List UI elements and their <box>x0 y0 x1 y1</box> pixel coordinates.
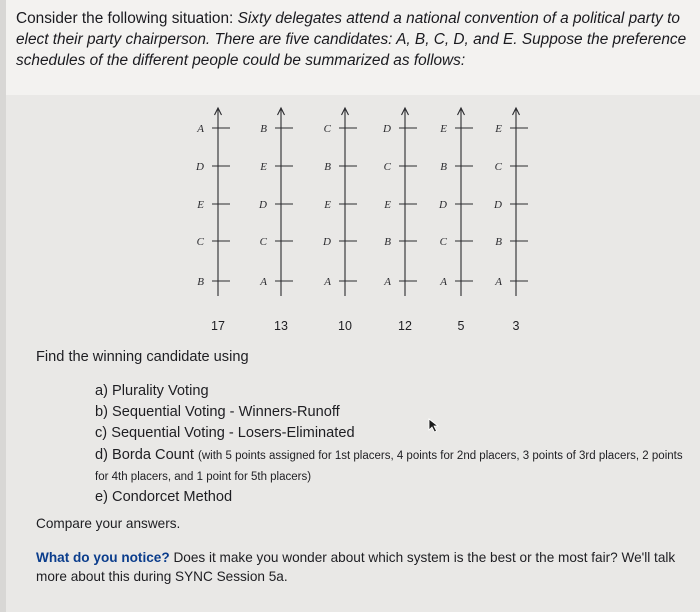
candidate-label: E <box>197 199 204 211</box>
voter-count: 17 <box>211 319 225 333</box>
voter-count: 5 <box>457 319 465 333</box>
candidate-label: A <box>197 123 204 135</box>
method-borda-count <box>95 445 685 487</box>
reflection-question <box>36 548 676 586</box>
intro-body: Sixty delegates attend a national convention of a political party to elect their party chairperson. There are five candidates: A, B, C, D, and E. Suppose the preference schedules of the different people could be summarized as follows: <box>16 10 687 69</box>
schedule-column-2 <box>258 108 293 333</box>
candidate-label: B <box>260 123 267 135</box>
candidate-label: C <box>259 236 267 248</box>
compare-instruction: Compare your answers. <box>36 516 181 531</box>
candidate-label: B <box>197 276 204 288</box>
schedule-column-5 <box>438 108 473 333</box>
question-highlight: What do you notice? <box>36 550 170 565</box>
candidate-label: E <box>440 123 447 135</box>
candidate-label: C <box>439 236 447 248</box>
mouse-cursor-icon <box>428 418 442 434</box>
candidate-label: D <box>439 199 447 211</box>
schedule-column-1 <box>195 108 230 333</box>
schedule-column-3 <box>322 108 357 333</box>
method-losers-eliminated: c) Sequential Voting - Losers-Eliminated <box>95 425 355 441</box>
candidate-label: C <box>196 236 204 248</box>
question-rest: Does it make you wonder about which system is the best or the most fair? We'll talk more about this during SYNC Session 5a. <box>36 550 676 584</box>
candidate-label: D <box>383 123 391 135</box>
method-condorcet: e) Condorcet Method <box>95 489 233 505</box>
borda-label: d) Borda Count <box>95 447 194 463</box>
candidate-label: E <box>260 161 267 173</box>
candidate-label: E <box>384 199 391 211</box>
intro-lead: Consider the following situation: <box>16 10 234 27</box>
candidate-label: A <box>324 276 331 288</box>
borda-detail: (with 5 points assigned for 1st placers, 4 points for 2nd placers, 3 points of 3rd placers, 2 points for 4th placers, and 1 point for 5th placers) <box>95 450 683 483</box>
method-plurality: a) Plurality Voting <box>95 383 209 399</box>
candidate-label: D <box>494 199 502 211</box>
schedule-column-6 <box>493 108 528 333</box>
method-winners-runoff: b) Sequential Voting - Winners-Runoff <box>95 404 340 420</box>
voter-count: 13 <box>274 319 288 333</box>
candidate-label: D <box>323 236 331 248</box>
candidate-label: A <box>440 276 447 288</box>
candidate-label: C <box>494 161 502 173</box>
voter-count: 12 <box>398 319 412 333</box>
candidate-label: A <box>384 276 391 288</box>
voter-count: 3 <box>512 319 520 333</box>
candidate-label: B <box>495 236 502 248</box>
candidate-label: E <box>324 199 331 211</box>
candidate-label: A <box>495 276 502 288</box>
methods-list <box>95 381 685 508</box>
candidate-label: C <box>383 161 391 173</box>
schedule-column-4 <box>382 108 417 333</box>
candidate-label: D <box>196 161 204 173</box>
candidate-label: A <box>260 276 267 288</box>
find-instruction: Find the winning candidate using <box>36 349 249 365</box>
candidate-label: D <box>259 199 267 211</box>
voter-count: 10 <box>338 319 352 333</box>
candidate-label: B <box>384 236 391 248</box>
candidate-label: C <box>323 123 331 135</box>
candidate-label: B <box>324 161 331 173</box>
candidate-label: E <box>495 123 502 135</box>
candidate-label: B <box>440 161 447 173</box>
